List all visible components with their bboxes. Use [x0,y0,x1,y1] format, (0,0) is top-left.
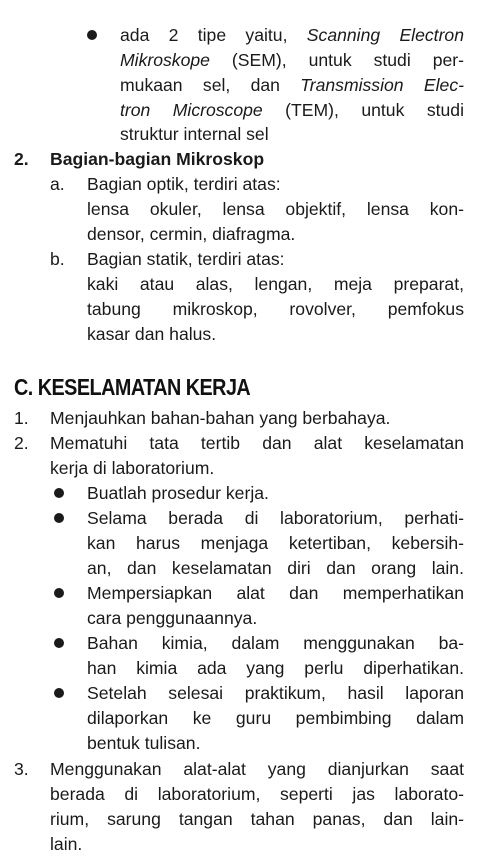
bullet-icon [87,30,97,40]
top-bullet-line-2: Mikroskope (SEM), untuk studi per- [120,50,464,70]
safety-item-1-number: 1. [14,408,29,428]
item-a-label: Bagian optik, terdiri atas: [87,174,281,194]
top-bullet-line-1: ada 2 tipe yaitu, Scanning Electron [120,25,464,45]
safety-item-1-line-1: Menjauhkan bahan-bahan yang berbahaya. [50,408,391,428]
bullet-icon [54,688,64,698]
section-c-heading: C. KESELAMATAN KERJA [14,374,251,400]
safety-item-3-line-2: berada di laboratorium, seperti jas laborato- [50,784,464,804]
item-b-line-2: tabung mikroskop, rovolver, pemfokus [87,299,464,319]
safety-item-3-line-3: rium, sarung tangan tahan panas, dan lain- [50,809,464,829]
safety-bullet-4-line-2: han kimia ada yang perlu diperhatikan. [87,658,464,678]
bullet-icon [54,488,64,498]
bullet-icon [54,588,64,598]
safety-bullet-4-line-1: Bahan kimia, dalam menggunakan ba- [87,633,464,653]
item-b-letter: b. [50,249,65,269]
bullet-icon [54,513,64,523]
safety-item-3-number: 3. [14,759,29,779]
safety-item-3-line-4: lain. [50,834,83,854]
section-2-number: 2. [14,149,29,169]
safety-bullet-5-line-1: Setelah selesai praktikum, hasil laporan [87,683,464,703]
safety-bullet-2-line-1: Selama berada di laboratorium, perhati- [87,508,464,528]
safety-bullet-2-line-3: an, dan keselamatan diri dan orang lain. [87,558,464,578]
top-bullet-line-3: mukaan sel, dan Transmission Elec- [120,75,464,95]
safety-bullet-5-line-2: dilaporkan ke guru pembimbing dalam [87,708,464,728]
safety-item-2-line-2: kerja di laboratorium. [50,458,215,478]
bullet-icon [54,638,64,648]
section-2-title: Bagian-bagian Mikroskop [50,149,265,169]
safety-bullet-5-line-3: bentuk tulisan. [87,733,201,753]
safety-bullet-2-line-2: kan harus menjaga ketertiban, kebersih- [87,533,464,553]
item-a-line-2: densor, cermin, diafragma. [87,224,296,244]
item-b-line-1: kaki atau alas, lengan, meja preparat, [87,274,464,294]
safety-item-2-number: 2. [14,433,29,453]
item-a-line-1: lensa okuler, lensa objektif, lensa kon- [87,199,464,219]
item-b-label: Bagian statik, terdiri atas: [87,249,285,269]
safety-item-2-line-1: Mematuhi tata tertib dan alat keselamatan [50,433,464,453]
safety-bullet-1-line-1: Buatlah prosedur kerja. [87,483,269,503]
item-a-letter: a. [50,174,65,194]
top-bullet-line-5: struktur internal sel [120,124,269,144]
safety-bullet-3-line-1: Mempersiapkan alat dan memperhatikan [87,583,464,603]
safety-bullet-3-line-2: cara penggunaannya. [87,608,258,628]
top-bullet-line-4: tron Microscope (TEM), untuk studi [120,100,464,120]
safety-item-3-line-1: Menggunakan alat-alat yang dianjurkan saat [50,759,464,779]
item-b-line-3: kasar dan halus. [87,324,217,344]
